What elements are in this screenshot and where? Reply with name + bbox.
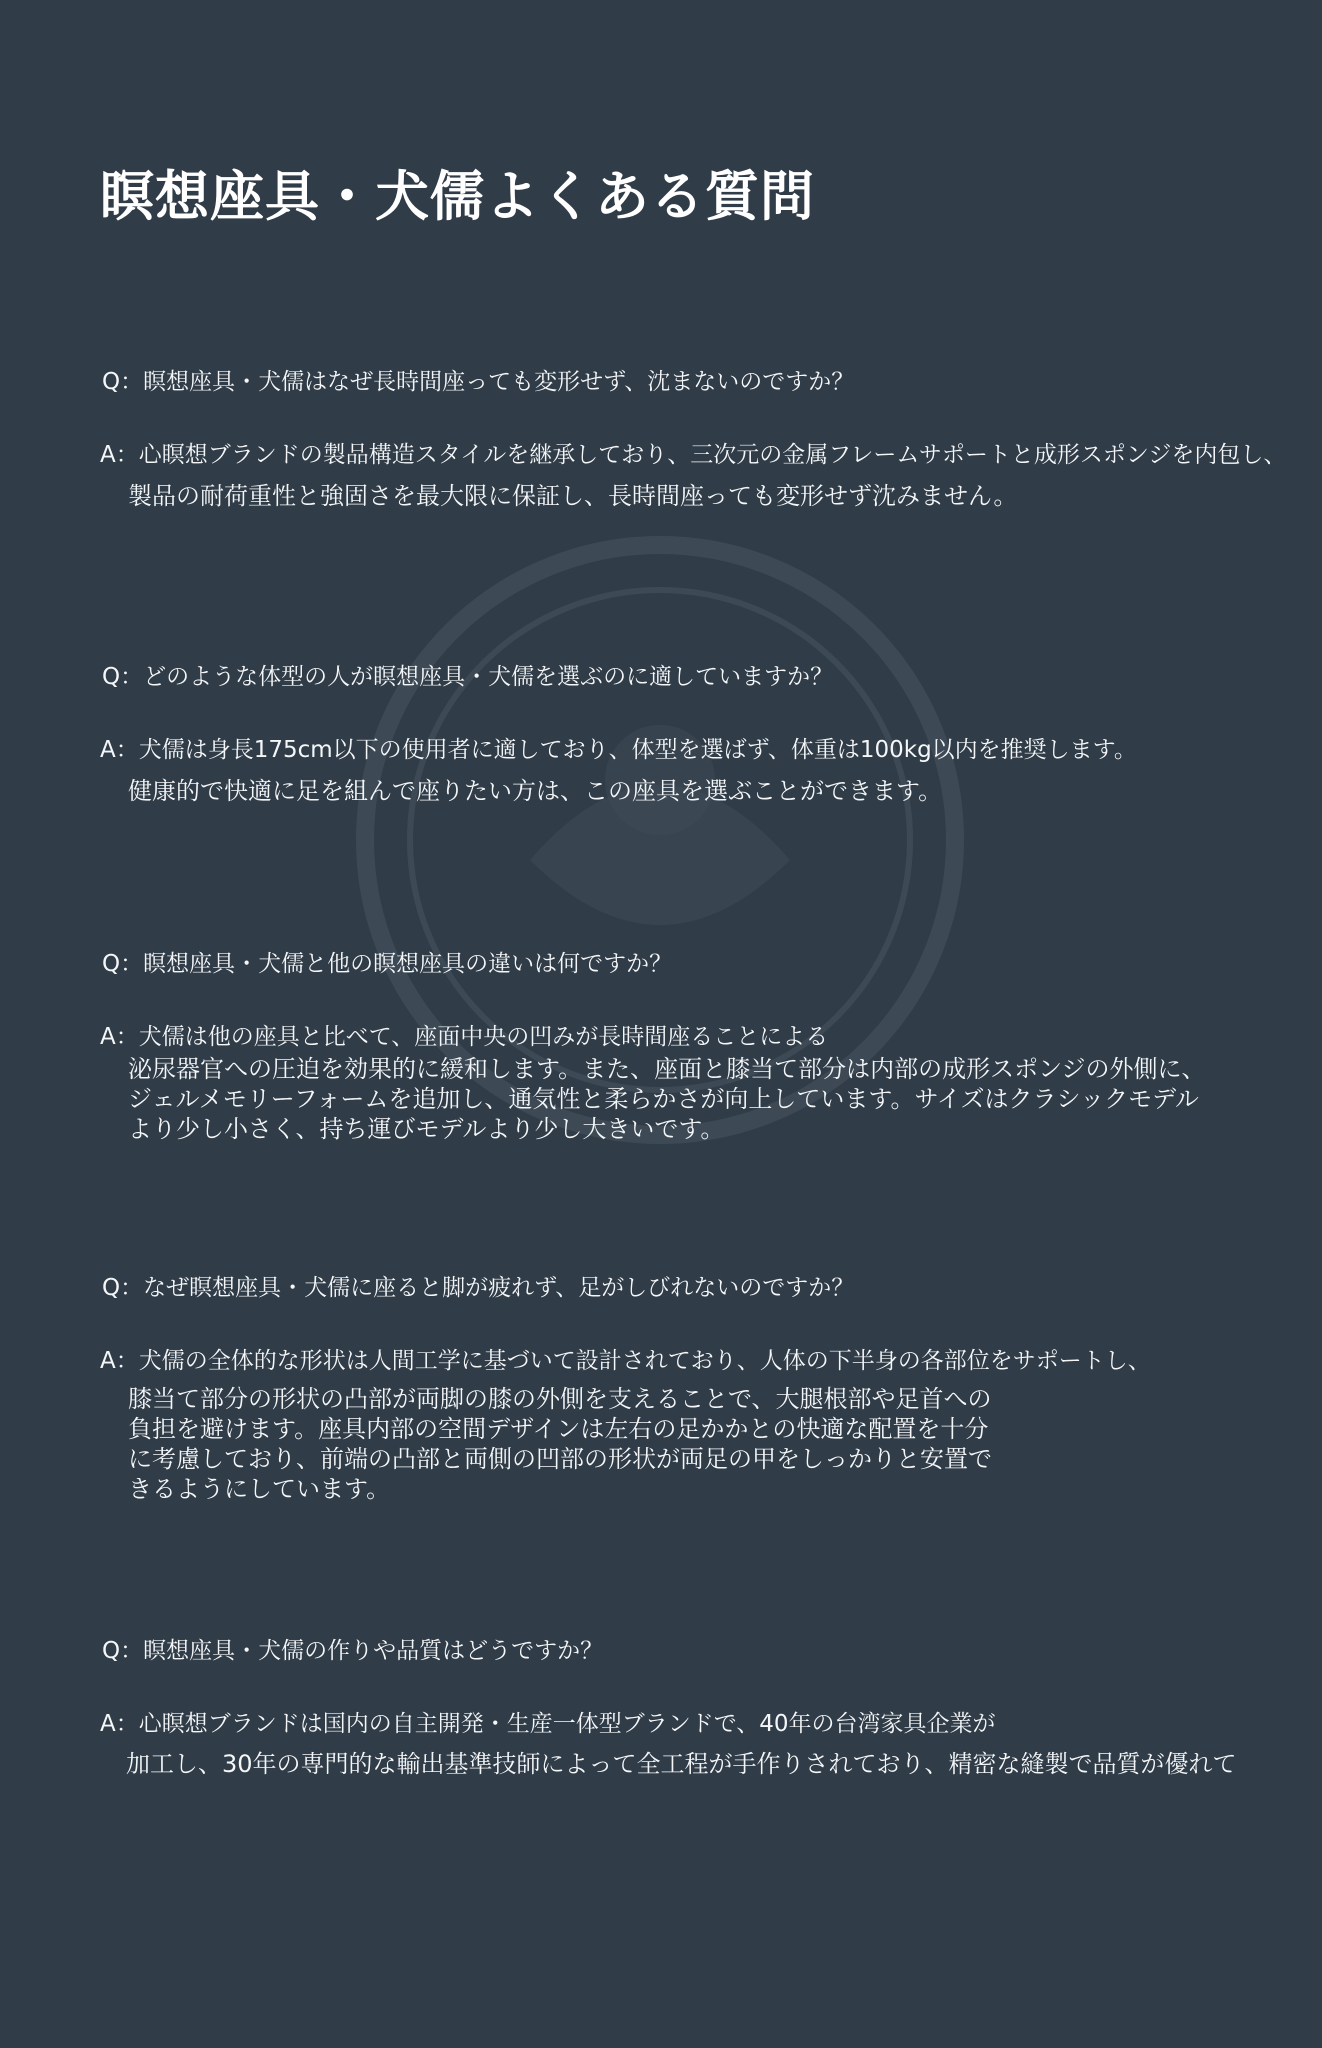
faq-answer-2-line-2: 健康的で快適に足を組んで座りたい方は、この座具を選ぶことができます。 [128, 777, 943, 805]
faq-answer-4-line-5: きるようにしています。 [128, 1475, 391, 1503]
faq-answer-3-line-1: A：犬儒は他の座具と比べて、座面中央の凹みが長時間座ることによる [100, 1024, 829, 1050]
faq-answer-4-line-4: に考慮しており、前端の凸部と両側の凹部の形状が両足の甲をしっかりと安置で [128, 1445, 992, 1473]
faq-question-4: Q：なぜ瞑想座具・犬儒に座ると脚が疲れず、足がしびれないのですか？ [102, 1275, 855, 1301]
faq-answer-3-line-4: より少し小さく、持ち運びモデルより少し大きいです。 [128, 1115, 725, 1143]
faq-answer-4-line-2: 膝当て部分の形状の凸部が両脚の膝の外側を支えることで、大腿根部や足首への [128, 1385, 992, 1413]
faq-answer-1-line-2: 製品の耐荷重性と強固さを最大限に保証し、長時間座っても変形せず沈みません。 [128, 482, 1018, 510]
faq-answer-2-line-1: A：犬儒は身長175cm以下の使用者に適しており、体型を選ばず、体重は100kg以内を推奨します。 [100, 737, 1137, 763]
faq-question-5: Q：瞑想座具・犬儒の作りや品質はどうですか？ [102, 1638, 604, 1664]
faq-answer-3-line-3: ジェルメモリーフォームを追加し、通気性と柔らかさが向上しています。サイズはクラシックモデル [128, 1085, 1199, 1113]
faq-answer-5-line-1: A：心瞑想ブランドは国内の自主開発・生産一体型ブランドで、40年の台湾家具企業が [100, 1711, 996, 1737]
faq-answer-3-line-2: 泌尿器官への圧迫を効果的に緩和します。また、座面と膝当て部分は内部の成形スポンジの外側に、 [128, 1055, 1206, 1083]
faq-answer-1-line-1: A：心瞑想ブランドの製品構造スタイルを継承しており、三次元の金属フレームサポートと成形スポンジを内包し、 [100, 442, 1287, 468]
faq-answer-5-line-2: 加工し、30年の専門的な輸出基準技師によって全工程が手作りされており、精密な縫製で品質が優れて [126, 1750, 1237, 1778]
faq-answer-4-line-1: A：犬儒の全体的な形状は人間工学に基づいて設計されており、人体の下半身の各部位をサポートし、 [100, 1348, 1151, 1374]
faq-question-3: Q：瞑想座具・犬儒と他の瞑想座具の違いは何ですか？ [102, 951, 673, 977]
faq-question-2: Q：どのような体型の人が瞑想座具・犬儒を選ぶのに適していますか？ [102, 664, 834, 690]
page-title: 瞑想座具・犬儒よくある質問 [100, 165, 815, 228]
faq-answer-4-line-3: 負担を避けます。座具内部の空間デザインは左右の足かかとの快適な配置を十分 [128, 1415, 989, 1443]
faq-question-1: Q：瞑想座具・犬儒はなぜ長時間座っても変形せず、沈まないのですか？ [102, 369, 855, 395]
